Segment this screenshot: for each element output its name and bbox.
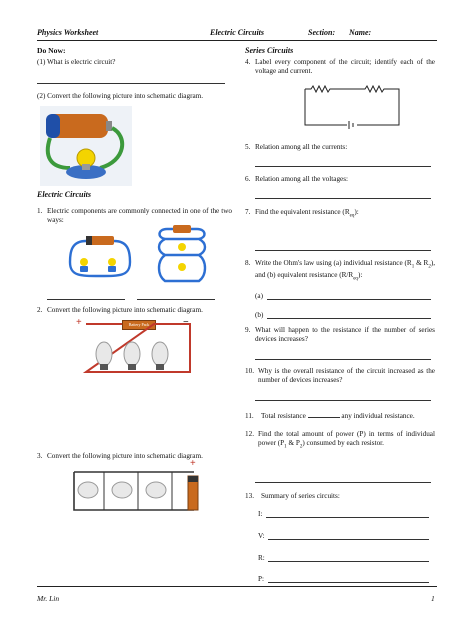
footer-page-number: 1 [431, 594, 435, 603]
item-2-text: Convert the following picture into schematic diagram. [47, 306, 203, 314]
summary-r-label: R: [258, 554, 265, 562]
answer-line-q8b[interactable] [267, 318, 431, 319]
three-bulb-series-picture [86, 322, 196, 382]
negative-terminal: − [183, 317, 189, 328]
q5-text: Relation among all the currents: [255, 143, 348, 151]
answer-line-q5[interactable] [255, 166, 431, 167]
q13-text: Summary of series circuits: [261, 492, 340, 500]
item-3-number: 3. [37, 452, 43, 460]
header-rule [37, 40, 437, 41]
series-resistor-schematic [305, 85, 400, 129]
q6-number: 6. [245, 175, 251, 183]
series-circuits-heading: Series Circuits [245, 46, 294, 55]
q10-text: Why is the overall resistance of the circuit increased as the number of devices increases? [258, 367, 435, 384]
item-2-number: 2. [37, 306, 43, 314]
header-worksheet-title: Physics Worksheet [37, 28, 99, 37]
q4-text: Label every component of the circuit; identify each of the voltage and current. [255, 58, 435, 75]
answer-line-q12[interactable] [255, 482, 431, 483]
header-topic: Electric Circuits [210, 28, 264, 37]
answer-line-item1-b[interactable] [137, 299, 215, 300]
summary-v-label: V: [258, 532, 265, 540]
answer-line-q6[interactable] [255, 198, 431, 199]
summary-v-line[interactable] [268, 539, 429, 540]
answer-line-q9[interactable] [255, 359, 431, 360]
q4-number: 4. [245, 58, 251, 66]
q9-number: 9. [245, 326, 251, 334]
answer-line-q8a[interactable] [267, 299, 431, 300]
item-1-text: Electric components are commonly connected in one of the two ways: [47, 207, 232, 224]
q10-number: 10. [245, 367, 254, 375]
battery-pack: Battery Pack [122, 320, 156, 330]
q12-text: Find the total amount of power (P) in terms of individual power ($P_1$ & $P_2$) consumed by each resistor. [258, 430, 435, 450]
battery-bulb-picture [40, 106, 132, 186]
answer-line-q1[interactable] [37, 83, 225, 84]
summary-r-line[interactable] [268, 561, 429, 562]
q11-number: 11. [245, 412, 254, 420]
answer-line-q7[interactable] [255, 250, 431, 251]
parallel-circuit-picture [157, 225, 207, 287]
footer-author: Mr. Lin [37, 594, 60, 603]
q9-text: What will happen to the resistance if the number of series devices increases? [255, 326, 435, 343]
header-section-label: Section: [308, 28, 336, 37]
q8-b-label: (b) [255, 311, 264, 319]
answer-line-q10[interactable] [255, 400, 431, 401]
do-now-label: Do Now: [37, 46, 66, 55]
summary-p-line[interactable] [268, 582, 429, 583]
item-3-text: Convert the following picture into schematic diagram. [47, 452, 203, 460]
series-bulbs-battery-picture [70, 470, 200, 520]
q7-number: 7. [245, 208, 251, 216]
positive-terminal-2: + [190, 458, 196, 469]
answer-blank-q11[interactable] [308, 417, 340, 418]
summary-p-label: P: [258, 575, 264, 583]
q6-text: Relation among all the voltages: [255, 175, 349, 183]
positive-terminal: + [76, 317, 82, 328]
q13-number: 13. [245, 492, 254, 500]
summary-i-line[interactable] [266, 517, 429, 518]
question-2: (2) Convert the following picture into schematic diagram. [37, 92, 204, 100]
q12-number: 12. [245, 430, 254, 438]
q7-text: Find the equivalent resistance $(R_{eq})$: [255, 208, 359, 219]
series-circuit-picture [70, 236, 130, 278]
q8-number: 8. [245, 259, 251, 267]
question-1: (1) What is electric circuit? [37, 58, 116, 66]
q8-a-label: (a) [255, 292, 263, 300]
answer-line-item1-a[interactable] [47, 299, 125, 300]
header-name-label: Name: [349, 28, 372, 37]
q5-number: 5. [245, 143, 251, 151]
q11-text: Total resistance any individual resistance. [261, 412, 415, 420]
footer-rule [37, 586, 437, 587]
item-1-number: 1. [37, 207, 43, 215]
electric-circuits-heading: Electric Circuits [37, 190, 91, 199]
q8-text: Write the Ohm's law using (a) individual resistance ($R_1$ & $R_2$), and (b) equivalent resistance $(R/R_{eq})$: [255, 259, 436, 282]
summary-i-label: I: [258, 510, 263, 518]
